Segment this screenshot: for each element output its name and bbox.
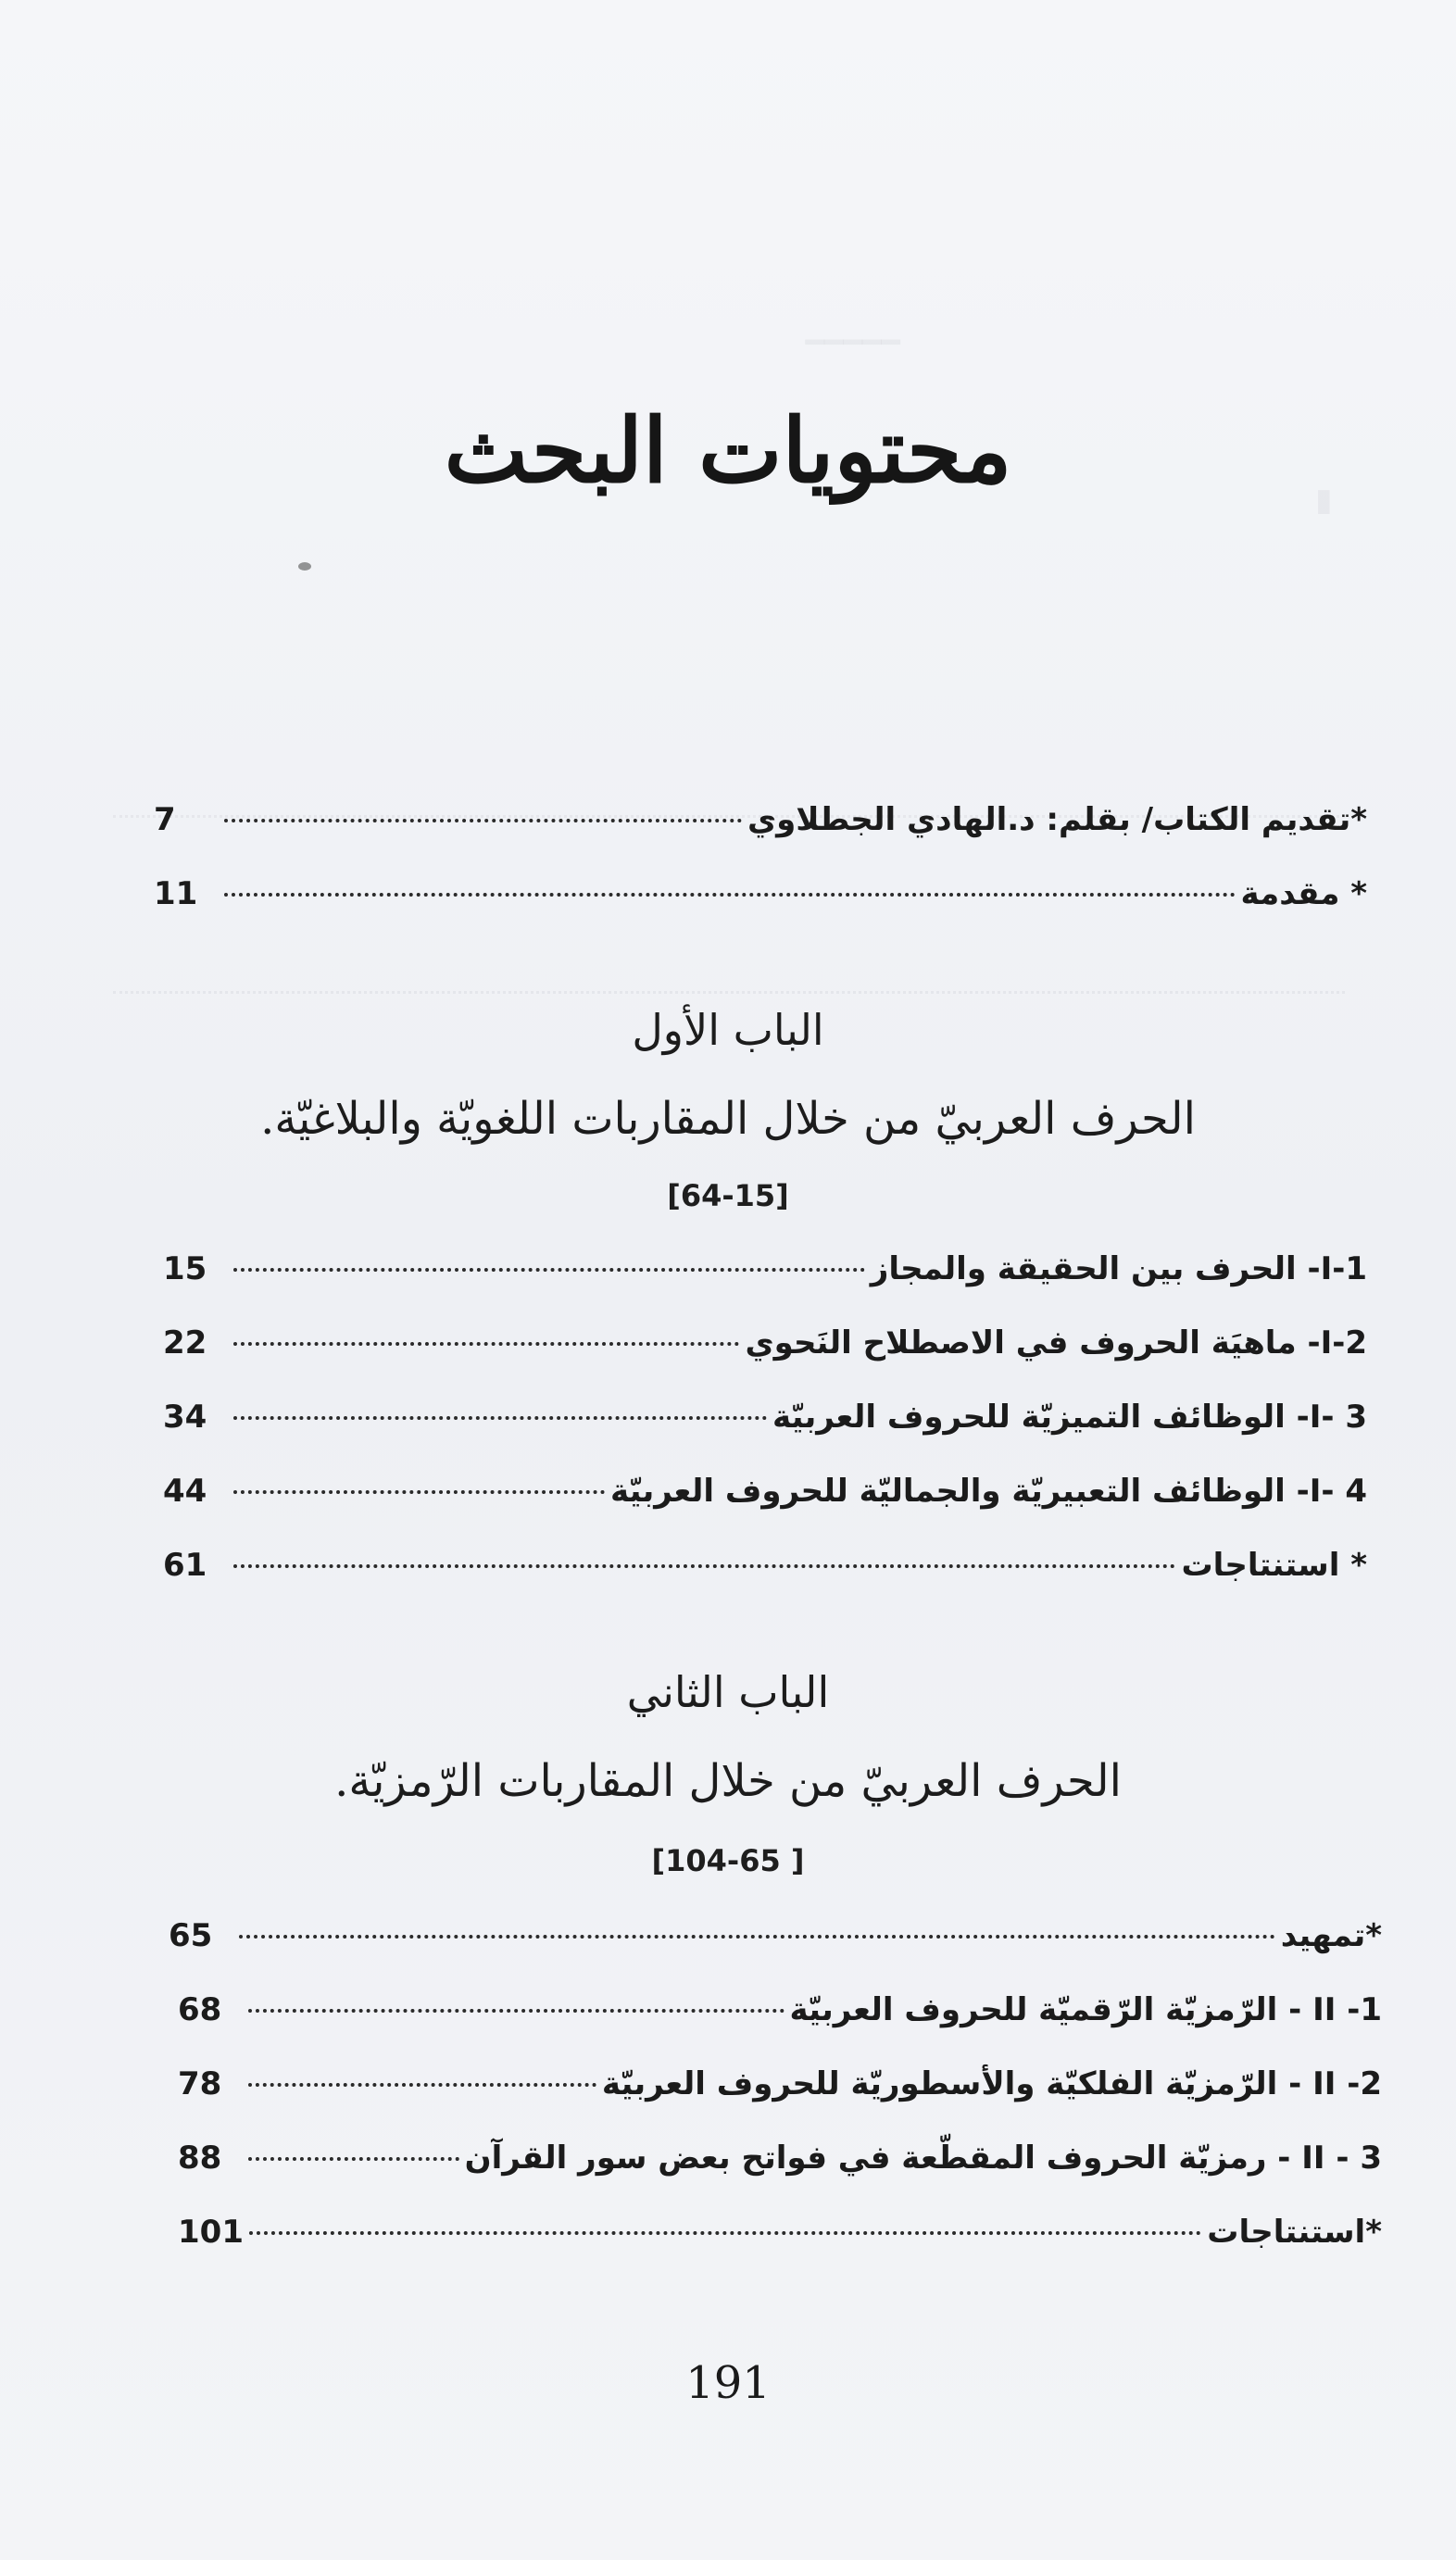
toc-entry-label: I- 3- الوظائف التميزيّة للحروف العربيّة [772,1399,1367,1436]
dot-leader [248,2083,596,2087]
part2-heading: الحرف العربيّ من خلال المقاربات الرّمزيّة. [334,1755,1122,1807]
dot-leader [248,2157,459,2161]
toc-entry-page: 7 [154,801,176,838]
toc-entry [163,1473,1367,1510]
toc-entry [163,1250,1367,1287]
toc-entry-page: 61 [163,1547,207,1584]
toc-entry-foreword [154,801,1367,838]
show-through-line [113,991,1345,994]
dot-leader [233,1416,767,1420]
toc-entry [178,2065,1382,2102]
toc-entry [178,2140,1382,2177]
toc-entry-page: 78 [178,2065,222,2102]
part1-page-range: [64-15] [667,1178,789,1213]
toc-entry-label: II - 3 - رمزيّة الحروف المقطّعة في فواتح بعض سور القرآن [464,2140,1382,2177]
toc-entry-page: 34 [163,1399,207,1436]
toc-entry-page: 65 [169,1917,213,1954]
page-title: محتويات البحث [444,398,1012,503]
toc-entry-conclusions [178,2214,1382,2251]
ink-speck [298,562,311,571]
page-number: 191 [685,2357,771,2409]
toc-entry-label: *تقديم الكتاب/ بقلم: د.الهادي الجطلاوي [747,801,1367,838]
toc-entry-introduction [154,875,1367,912]
toc-entry-label: II -2 - الرّمزيّة الفلكيّة والأسطوريّة للحروف العربيّة [601,2065,1382,2102]
toc-entry-label: I- 4- الوظائف التعبيريّة والجماليّة للحروف العربيّة [610,1473,1367,1510]
dot-leader [233,1342,739,1346]
dot-leader [239,1935,1275,1939]
toc-entry [163,1324,1367,1362]
dot-leader [224,893,1236,897]
toc-entry-page: 11 [154,875,198,912]
part2-label: الباب الثاني [626,1667,830,1717]
dot-leader [224,819,742,822]
toc-entry-page: 44 [163,1473,207,1510]
toc-entry-conclusions [163,1547,1367,1584]
dot-leader [233,1564,1175,1568]
show-through-line: ▮ [1315,482,1333,519]
dot-leader [248,2009,784,2013]
toc-entry-page: 88 [178,2140,222,2177]
toc-entry-label: * استنتاجات [1181,1547,1367,1584]
part1-heading: الحرف العربيّ من خلال المقاربات اللغويّة والبلاغيّة. [260,1093,1196,1145]
part1-label: الباب الأول [632,1005,824,1055]
dot-leader [233,1268,865,1272]
toc-entry-label: *تمهيد [1280,1917,1382,1954]
show-through-line: ━━━━━ [805,324,900,361]
toc-entry-label: II -1 - الرّمزيّة الرّقميّة للحروف العربيّة [789,1991,1382,2028]
toc-entry-label: * مقدمة [1240,875,1367,912]
toc-entry-label: *استنتاجات [1207,2214,1382,2251]
dot-leader [249,2231,1201,2235]
toc-entry-page: 22 [163,1324,207,1362]
dot-leader [233,1490,605,1494]
toc-entry-page: 15 [163,1250,207,1287]
toc-entry-page: 68 [178,1991,222,2028]
toc-entry-label: I-1- الحرف بين الحقيقة والمجاز [870,1250,1367,1287]
toc-entry-label: I-2- ماهيَة الحروف في الاصطلاح النَحوي [745,1324,1367,1362]
toc-entry [178,1991,1382,2028]
part2-page-range: [104-65 ] [651,1843,805,1878]
toc-entry-preface [169,1917,1382,1954]
toc-entry-page: 101 [178,2214,244,2251]
toc-entry [163,1399,1367,1436]
